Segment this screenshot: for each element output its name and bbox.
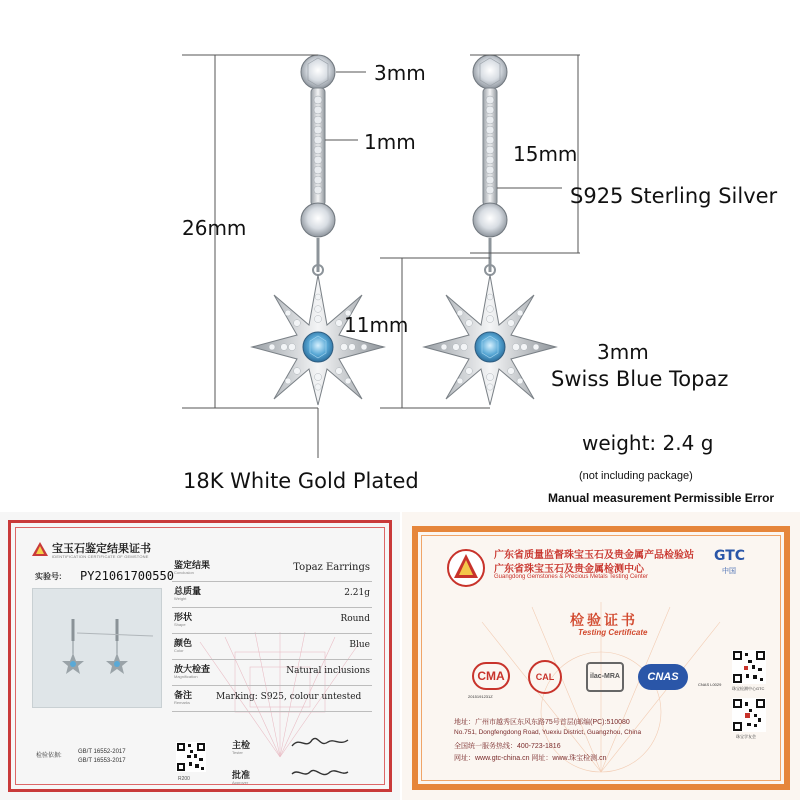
top-stone-size-label: 3mm xyxy=(374,61,426,85)
row-value: Topaz Earrings xyxy=(293,562,370,573)
org-name-en: Guangdong Gemstones & Precious Metals Testing Center xyxy=(494,574,648,580)
inspector-label-en: Tester xyxy=(232,750,243,755)
qr-code-icon xyxy=(176,742,206,772)
row-value: Blue xyxy=(349,640,370,650)
standard-label: 检验依据: xyxy=(36,753,62,759)
drop-length-label: 15mm xyxy=(513,142,578,166)
org-name-cn-2: 广东省珠宝玉石及贵金属检测中心 xyxy=(494,564,644,575)
weight-label: weight: 2.4 g xyxy=(582,431,714,455)
total-length-label: 26mm xyxy=(182,216,247,240)
gtc-brand: GTC xyxy=(714,548,746,564)
standard-values xyxy=(78,748,126,766)
certificate-title: 宝玉石鉴定结果证书 xyxy=(52,543,151,555)
date-code: R200 xyxy=(178,776,190,782)
row-value: Round xyxy=(340,614,370,624)
website: 网址：www.gtc-china.cn 网址：www.珠宝检测.cn xyxy=(454,755,607,762)
star-size-label: 11mm xyxy=(344,313,409,337)
row-key: 放大检查 xyxy=(174,664,211,674)
center-stone-size-label: 3mm xyxy=(597,340,649,364)
ilac-badge: ilac-MRA xyxy=(586,662,624,692)
standard-item: GB/T 16553-2017 xyxy=(78,758,126,764)
certificate-subtitle: IDENTIFICATION CERTIFICATE OF GEMSTONE xyxy=(52,554,149,559)
gemstone-certificate xyxy=(0,512,400,800)
row-key-en: Magnification xyxy=(174,674,198,679)
badge-code: 2015191231Z xyxy=(468,694,493,699)
qr-code-icon xyxy=(732,698,766,732)
row-key: 备注 xyxy=(174,690,193,700)
certificate-number: PY21061700550 xyxy=(80,569,174,583)
table-row xyxy=(172,634,372,660)
metal-label: S925 Sterling Silver xyxy=(570,184,778,208)
hotline: 全国统一服务热线：400-723-1816 xyxy=(454,743,561,750)
standard-item: GB/T 16552-2017 xyxy=(78,749,126,755)
row-key-en: Remarks xyxy=(174,700,191,705)
table-row xyxy=(172,582,372,608)
approver-signature xyxy=(290,764,350,782)
row-key-en: Weight xyxy=(174,596,187,601)
qr-caption: 珠宝检测中心GTC xyxy=(732,686,765,691)
qr-caption: 珠宝学友会 xyxy=(736,734,756,739)
row-key: 鉴定结果 xyxy=(174,560,211,570)
table-row xyxy=(172,660,372,686)
certificate-number-label: 实验号: xyxy=(35,572,62,581)
cal-badge: CAL xyxy=(528,660,562,694)
row-key-en: Color xyxy=(174,648,184,653)
approver-label: 批准 xyxy=(232,770,251,780)
row-value: Natural inclusions xyxy=(286,666,370,676)
certificate-title-cn: 检验证书 xyxy=(570,612,638,628)
address-cn: 地址：广州市越秀区东风东路75号首层(邮编(PC):510080 xyxy=(454,719,630,726)
inspector-signature xyxy=(290,734,350,752)
error-note: Manual measurement Permissible Error xyxy=(548,491,775,505)
center-stone-label: Swiss Blue Topaz xyxy=(551,367,729,391)
product-photo xyxy=(32,588,162,708)
weight-note: (not including package) xyxy=(579,470,693,482)
row-key-en: Shape xyxy=(174,622,186,627)
cnas-code: CNAS L0029 xyxy=(698,682,722,687)
org-name-cn-1: 广东省质量监督珠宝玉石及贵金属产品检验站 xyxy=(494,550,694,561)
certificate-title-en: Testing Certificate xyxy=(578,628,648,637)
address-en: No.751, Dongfengdong Road, Yuexiu District, Guangzhou, China xyxy=(454,729,642,736)
table-row xyxy=(172,556,372,582)
row-key-en: Conclusion xyxy=(174,570,194,575)
plating-label: 18K White Gold Plated xyxy=(183,469,419,493)
approver-label-en: Approver xyxy=(232,780,249,785)
row-key: 颜色 xyxy=(174,638,193,648)
row-value: 2.21g xyxy=(344,588,370,598)
table-row xyxy=(172,686,372,712)
testing-certificate xyxy=(402,512,800,800)
inspector-label: 主检 xyxy=(232,740,251,750)
gtc-brand-cn: 中国 xyxy=(722,568,736,575)
lab-logo-icon xyxy=(32,542,48,556)
row-value: Marking: S925, colour untested xyxy=(216,692,362,702)
qr-code-icon xyxy=(732,650,766,684)
row-key: 形状 xyxy=(174,612,193,622)
gtc-emblem-icon xyxy=(446,548,486,588)
bar-width-label: 1mm xyxy=(364,130,416,154)
row-key: 总质量 xyxy=(174,586,202,596)
result-table xyxy=(172,556,372,712)
cma-badge: CMA xyxy=(472,662,510,690)
table-row xyxy=(172,608,372,634)
cnas-badge: CNAS xyxy=(638,664,688,690)
